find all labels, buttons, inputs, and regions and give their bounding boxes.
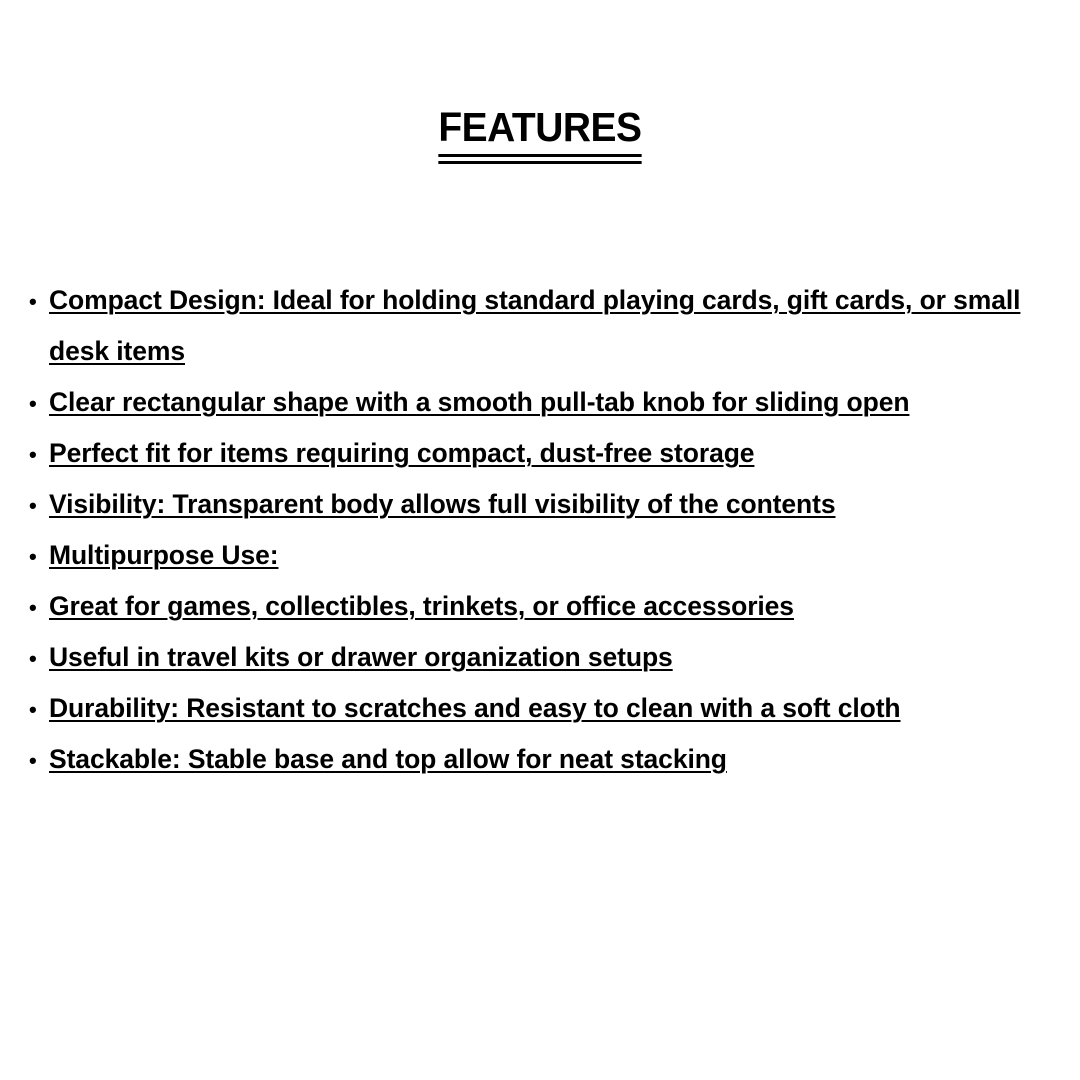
feature-text: Multipurpose Use: xyxy=(49,540,279,570)
bullet-icon: • xyxy=(29,289,37,314)
features-list xyxy=(0,275,1080,785)
bullet-icon: • xyxy=(29,391,37,416)
list-item xyxy=(29,275,1079,377)
feature-text: Useful in travel kits or drawer organization setups xyxy=(49,642,673,672)
feature-text: Compact Design: Ideal for holding standard playing cards, gift cards, or small desk items xyxy=(49,285,1021,366)
bullet-icon: • xyxy=(29,748,37,773)
feature-text: Durability: Resistant to scratches and easy to clean with a soft cloth xyxy=(49,693,901,723)
feature-text: Clear rectangular shape with a smooth pull-tab knob for sliding open xyxy=(49,387,910,417)
feature-text: Stackable: Stable base and top allow for neat stacking xyxy=(49,744,727,774)
list-item xyxy=(29,581,1080,632)
list-item xyxy=(29,734,1080,785)
page-title: FEATURES xyxy=(438,104,641,164)
bullet-icon: • xyxy=(29,697,37,722)
list-item xyxy=(29,479,1080,530)
bullet-icon: • xyxy=(29,544,37,569)
feature-text: Visibility: Transparent body allows full visibility of the contents xyxy=(49,489,836,519)
feature-text: Perfect fit for items requiring compact, dust-free storage xyxy=(49,438,755,468)
bullet-icon: • xyxy=(29,595,37,620)
list-item xyxy=(29,377,1080,428)
list-item xyxy=(29,530,1080,581)
bullet-icon: • xyxy=(29,646,37,671)
feature-text: Great for games, collectibles, trinkets, or office accessories xyxy=(49,591,794,621)
title-container xyxy=(0,104,1080,164)
bullet-icon: • xyxy=(29,442,37,467)
list-item xyxy=(29,632,1080,683)
list-item xyxy=(29,428,1080,479)
bullet-icon: • xyxy=(29,493,37,518)
list-item xyxy=(29,683,1080,734)
